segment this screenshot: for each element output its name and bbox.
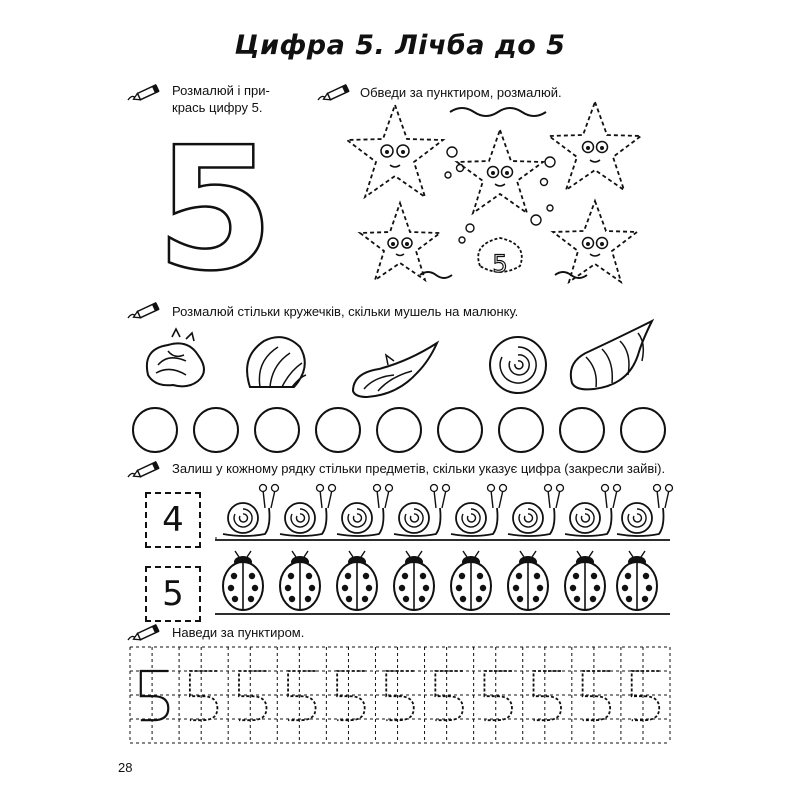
trace-digit-five[interactable] bbox=[288, 671, 315, 720]
snail-icon bbox=[280, 485, 336, 537]
page-number: 28 bbox=[118, 760, 133, 775]
snails-row bbox=[215, 480, 670, 546]
ladybugs-row bbox=[215, 548, 670, 620]
starfish-icon bbox=[360, 203, 440, 280]
ladybug-icon bbox=[223, 551, 263, 610]
snail-icon bbox=[508, 485, 564, 537]
count-circle[interactable] bbox=[621, 408, 665, 452]
starfish-icon bbox=[553, 201, 637, 282]
snail-icon bbox=[617, 485, 673, 537]
count-circle[interactable] bbox=[316, 408, 360, 452]
pencil-icon bbox=[126, 624, 162, 644]
ladybug-icon bbox=[280, 551, 320, 610]
instruction-trace-starfish: Обведи за пунктиром, розмалюй. bbox=[360, 85, 562, 100]
scallop-shell-icon bbox=[247, 337, 306, 387]
starfish-icon bbox=[347, 105, 443, 197]
starfish-icon bbox=[549, 102, 641, 190]
outline-digit bbox=[150, 111, 280, 309]
tracing-grid bbox=[130, 645, 670, 745]
tracing-grid-lines bbox=[130, 647, 670, 743]
trace-digit-five[interactable] bbox=[632, 671, 659, 720]
ladybug-icon bbox=[617, 551, 657, 610]
snail-icon bbox=[394, 485, 450, 537]
starfish-scene bbox=[340, 100, 650, 295]
ladybug-icon bbox=[565, 551, 605, 610]
conch-shell-icon bbox=[147, 329, 204, 386]
digit-box: 5 bbox=[145, 566, 201, 622]
snail-icon bbox=[223, 485, 279, 537]
outline-digit-five: 5 bbox=[155, 111, 275, 309]
instruction-leave-items: Залиш у кожному рядку стільки предметів, скільки указує цифра (закресли зайві). bbox=[172, 461, 666, 476]
ladybug-icon bbox=[451, 551, 491, 610]
trace-digit-five[interactable] bbox=[435, 671, 462, 720]
snail-icon bbox=[337, 485, 393, 537]
shells-row bbox=[130, 325, 670, 400]
trace-digit-five[interactable] bbox=[386, 671, 413, 720]
instruction-trace-digits: Наведи за пунктиром. bbox=[172, 625, 305, 640]
instruction-count-shells: Розмалюй стільки кружечків, скільки мушель на малюнку. bbox=[172, 304, 519, 319]
count-circle[interactable] bbox=[133, 408, 177, 452]
pencil-icon bbox=[126, 84, 162, 104]
count-circle[interactable] bbox=[194, 408, 238, 452]
trace-digit-five[interactable] bbox=[484, 671, 511, 720]
count-circle[interactable] bbox=[438, 408, 482, 452]
count-circle[interactable] bbox=[499, 408, 543, 452]
spiral-shell-icon bbox=[353, 343, 437, 397]
trace-digit-five[interactable] bbox=[534, 671, 561, 720]
wave-icon bbox=[420, 272, 452, 278]
ladybug-icon bbox=[337, 551, 377, 610]
count-circles-row bbox=[130, 405, 670, 455]
ammonite-shell-icon bbox=[490, 337, 546, 393]
instruction-line: Розмалюй і при- bbox=[172, 83, 270, 98]
count-circle[interactable] bbox=[255, 408, 299, 452]
count-circle[interactable] bbox=[377, 408, 421, 452]
snail-icon bbox=[451, 485, 507, 537]
instruction-line: крась цифру 5. bbox=[172, 100, 263, 115]
page-title: Цифра 5. Лічба до 5 bbox=[234, 30, 566, 61]
shell-digit: 5 bbox=[492, 250, 508, 278]
trace-digit-five[interactable] bbox=[337, 671, 364, 720]
starfish-icon bbox=[457, 130, 543, 213]
digit-box: 4 bbox=[145, 492, 201, 548]
trace-digit-five[interactable] bbox=[141, 671, 168, 720]
count-circle[interactable] bbox=[560, 408, 604, 452]
trace-digit-five[interactable] bbox=[239, 671, 266, 720]
ladybug-icon bbox=[394, 551, 434, 610]
cone-shell-icon bbox=[571, 321, 652, 389]
pencil-icon bbox=[126, 461, 162, 481]
trace-digit-five[interactable] bbox=[583, 671, 610, 720]
trace-digit-five[interactable] bbox=[190, 671, 217, 720]
snail-icon bbox=[565, 485, 621, 537]
ladybug-icon bbox=[508, 551, 548, 610]
wave-icon bbox=[450, 108, 546, 116]
